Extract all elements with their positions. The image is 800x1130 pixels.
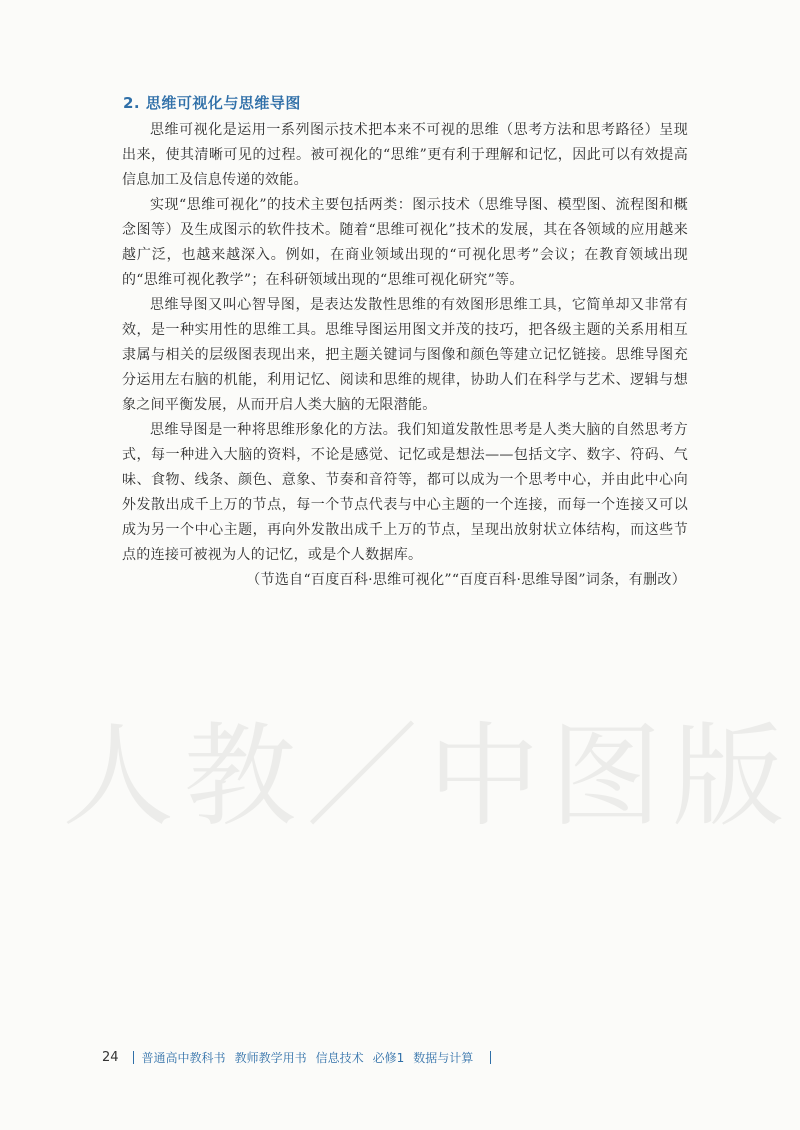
footer-divider (490, 1051, 491, 1064)
footer-book-type: 教师教学用书 (234, 1050, 307, 1065)
paragraph: 思维导图是一种将思维形象化的方法。我们知道发散性思考是人类大脑的自然思考方式，每一种进入大脑的资料，不论是感觉、记忆或是想法——包括文字、数字、符码、气味、食物、线条、颜色、意象、节奏和音符等，都可以成为一个思考中心，并由此中心向外发散出成千上万的节点，每一个节点代表与中心主题的一个连接，而每一个连接又可以成为另一个中心主题，再向外发散出成千上万的节点，呈现出放射状立体结构，而这些节点的连接可被视为人的记忆，或是个人数据库。 (122, 422, 688, 563)
footer-series: 普通高中教科书 (141, 1050, 226, 1065)
footer-subject: 信息技术 (315, 1050, 364, 1065)
paragraph: 思维导图又叫心智导图，是表达发散性思维的有效图形思维工具，它简单却又非常有效，是一种实用性的思维工具。思维导图运用图文并茂的技巧，把各级主题的关系用相互隶属与相关的层级图表现出来，把主题关键词与图像和颜色等建立记忆链接。思维导图充分运用左右脑的机能，利用记忆、阅读和思维的规律，协助人们在科学与艺术、逻辑与想象之间平衡发展，从而开启人类大脑的无限潜能。 (122, 297, 688, 413)
body-text (122, 118, 688, 593)
footer-divider (133, 1051, 134, 1064)
footer-book-title: 数据与计算 (413, 1050, 474, 1065)
source-citation: （节选自“百度百科·思维可视化”“百度百科·思维导图”词条，有删改） (246, 572, 686, 588)
page-number: 24 (102, 1049, 119, 1065)
page-footer (102, 1048, 491, 1066)
section-heading: 2. 思维可视化与思维导图 (123, 94, 301, 112)
publisher-watermark: 人教／中图版 (62, 712, 794, 842)
paragraph: 思维可视化是运用一系列图示技术把本来不可视的思维（思考方法和思考路径）呈现出来，使其清晰可见的过程。被可视化的“思维”更有利于理解和记忆，因此可以有效提高信息加工及信息传递的效能。 (122, 122, 688, 188)
footer-volume: 必修1 (372, 1050, 405, 1065)
paragraph: 实现“思维可视化”的技术主要包括两类：图示技术（思维导图、模型图、流程图和概念图等）及生成图示的软件技术。随着“思维可视化”技术的发展，其在各领域的应用越来越广泛，也越来越深入。例如，在商业领域出现的“可视化思考”会议；在教育领域出现的“思维可视化教学”；在科研领域出现的“思维可视化研究”等。 (122, 197, 688, 288)
